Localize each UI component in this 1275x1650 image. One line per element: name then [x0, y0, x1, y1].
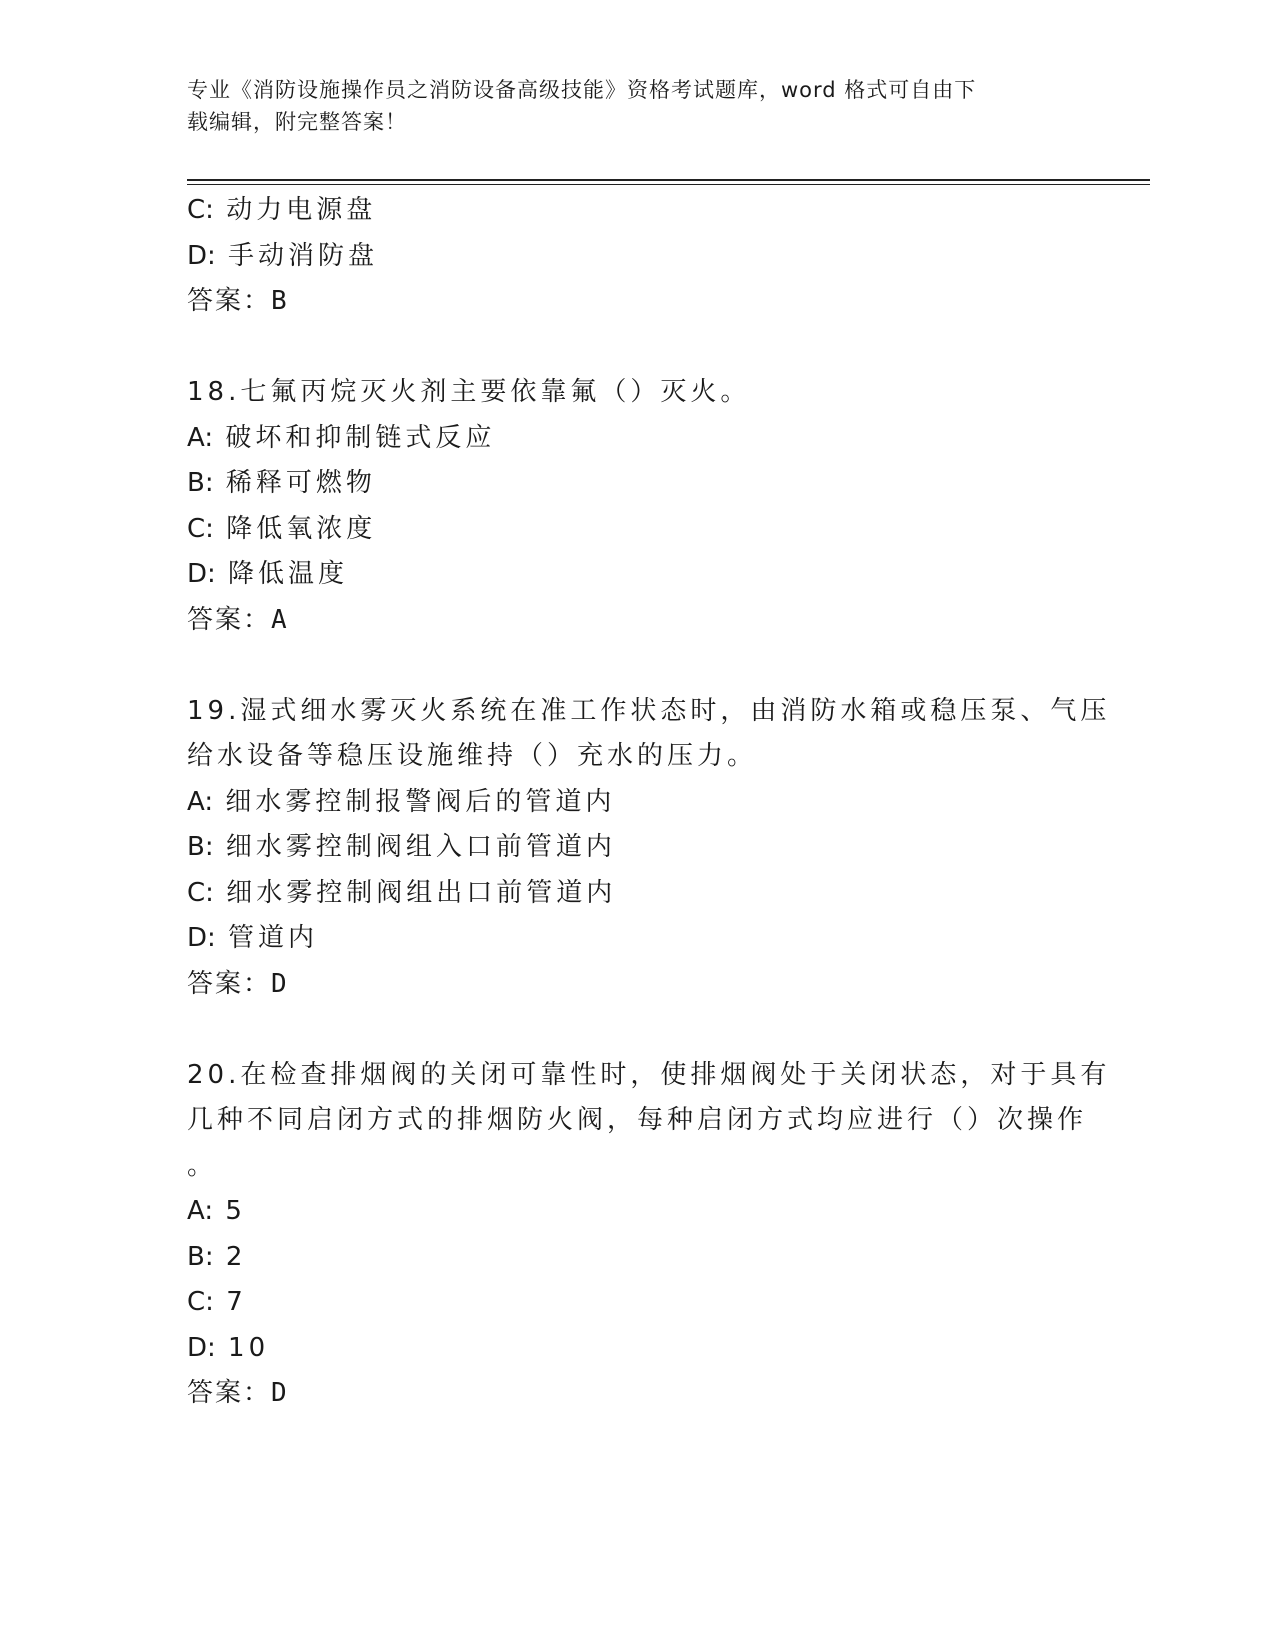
- option-d: [187, 234, 1087, 280]
- option-c: [187, 507, 1087, 553]
- option-label: A:: [187, 1196, 214, 1226]
- option-text: 降低温度: [228, 559, 349, 589]
- option-label: A:: [187, 422, 214, 453]
- option-a: [187, 1189, 1087, 1235]
- option-c: [187, 188, 1087, 234]
- option-label: C:: [187, 513, 214, 544]
- option-label: D:: [187, 923, 216, 953]
- answer-line: [187, 1371, 1087, 1417]
- option-text: 5: [225, 1196, 246, 1226]
- option-c: [187, 871, 1087, 917]
- answer-value: A: [271, 604, 289, 635]
- option-label: B:: [187, 468, 214, 498]
- option-b: [187, 825, 1087, 871]
- question-stem-line-1: 20.在检查排烟阀的关闭可靠性时，使排烟阀处于关闭状态，对于具有: [187, 1059, 1111, 1090]
- answer-label: 答案：: [187, 1378, 272, 1408]
- option-label: B:: [187, 832, 214, 862]
- option-d: [187, 1326, 1087, 1372]
- spacer: [187, 325, 1087, 371]
- option-text: 10: [228, 1332, 270, 1363]
- option-label: C:: [187, 877, 214, 908]
- document-header: [187, 74, 1067, 138]
- option-text: 稀释可燃物: [225, 468, 376, 498]
- option-text: 手动消防盘: [228, 240, 379, 271]
- option-label: C:: [187, 1287, 214, 1317]
- option-label: A:: [187, 786, 214, 817]
- option-b: [187, 1235, 1087, 1281]
- option-text: 动力电源盘: [226, 195, 377, 225]
- option-text: 细水雾控制阀组入口前管道内: [225, 832, 616, 862]
- option-b: [187, 461, 1087, 507]
- option-c: [187, 1280, 1087, 1326]
- question-stem-line-2: 几种不同启闭方式的排烟防火阀，每种启闭方式均应进行（）次操作: [187, 1105, 1088, 1135]
- answer-line: [187, 962, 1087, 1008]
- option-text: 破坏和抑制链式反应: [225, 422, 496, 453]
- question-17-continued: [187, 188, 1087, 325]
- answer-value: D: [271, 968, 289, 999]
- answer-value: B: [271, 286, 289, 316]
- option-label: B:: [187, 1241, 214, 1272]
- question-18: [187, 370, 1087, 643]
- question-20: [187, 1053, 1111, 1417]
- question-stem: 18.七氟丙烷灭火剂主要依靠氟（）灭火。: [187, 377, 751, 407]
- option-text: 细水雾控制阀组出口前管道内: [226, 877, 617, 908]
- option-label: C:: [187, 195, 214, 225]
- spacer: [187, 643, 1087, 689]
- option-label: D:: [187, 240, 216, 271]
- spacer: [187, 1007, 1087, 1053]
- header-line-2: 载编辑，附完整答案！: [187, 110, 407, 134]
- option-text: 7: [226, 1287, 247, 1317]
- option-d: [187, 552, 1087, 598]
- header-divider-thin: [187, 184, 1150, 185]
- header-divider-thick: [187, 179, 1150, 181]
- answer-value: D: [271, 1378, 289, 1408]
- option-label: D:: [187, 1332, 216, 1363]
- answer-label: 答案：: [187, 968, 272, 999]
- question-stem-line-2: 给水设备等稳压设施维持（）充水的压力。: [187, 741, 758, 771]
- question-19: [187, 689, 1111, 1008]
- header-line-1: 专业《消防设施操作员之消防设备高级技能》资格考试题库，word 格式可自由下: [187, 78, 977, 102]
- answer-line: [187, 279, 1087, 325]
- answer-line: [187, 598, 1087, 644]
- question-stem-line-3: 。: [187, 1150, 218, 1181]
- option-d: [187, 916, 1087, 962]
- option-text: 细水雾控制报警阀后的管道内: [225, 786, 616, 817]
- option-a: [187, 416, 1087, 462]
- question-stem-line-1: 19.湿式细水雾灭火系统在准工作状态时，由消防水箱或稳压泵、气压: [187, 695, 1111, 726]
- option-a: [187, 780, 1087, 826]
- answer-label: 答案：: [187, 604, 272, 635]
- option-label: D:: [187, 559, 216, 589]
- option-text: 2: [225, 1241, 247, 1272]
- option-text: 降低氧浓度: [226, 513, 377, 544]
- answer-label: 答案：: [187, 286, 272, 316]
- option-text: 管道内: [228, 923, 319, 953]
- question-list: [187, 188, 1111, 1417]
